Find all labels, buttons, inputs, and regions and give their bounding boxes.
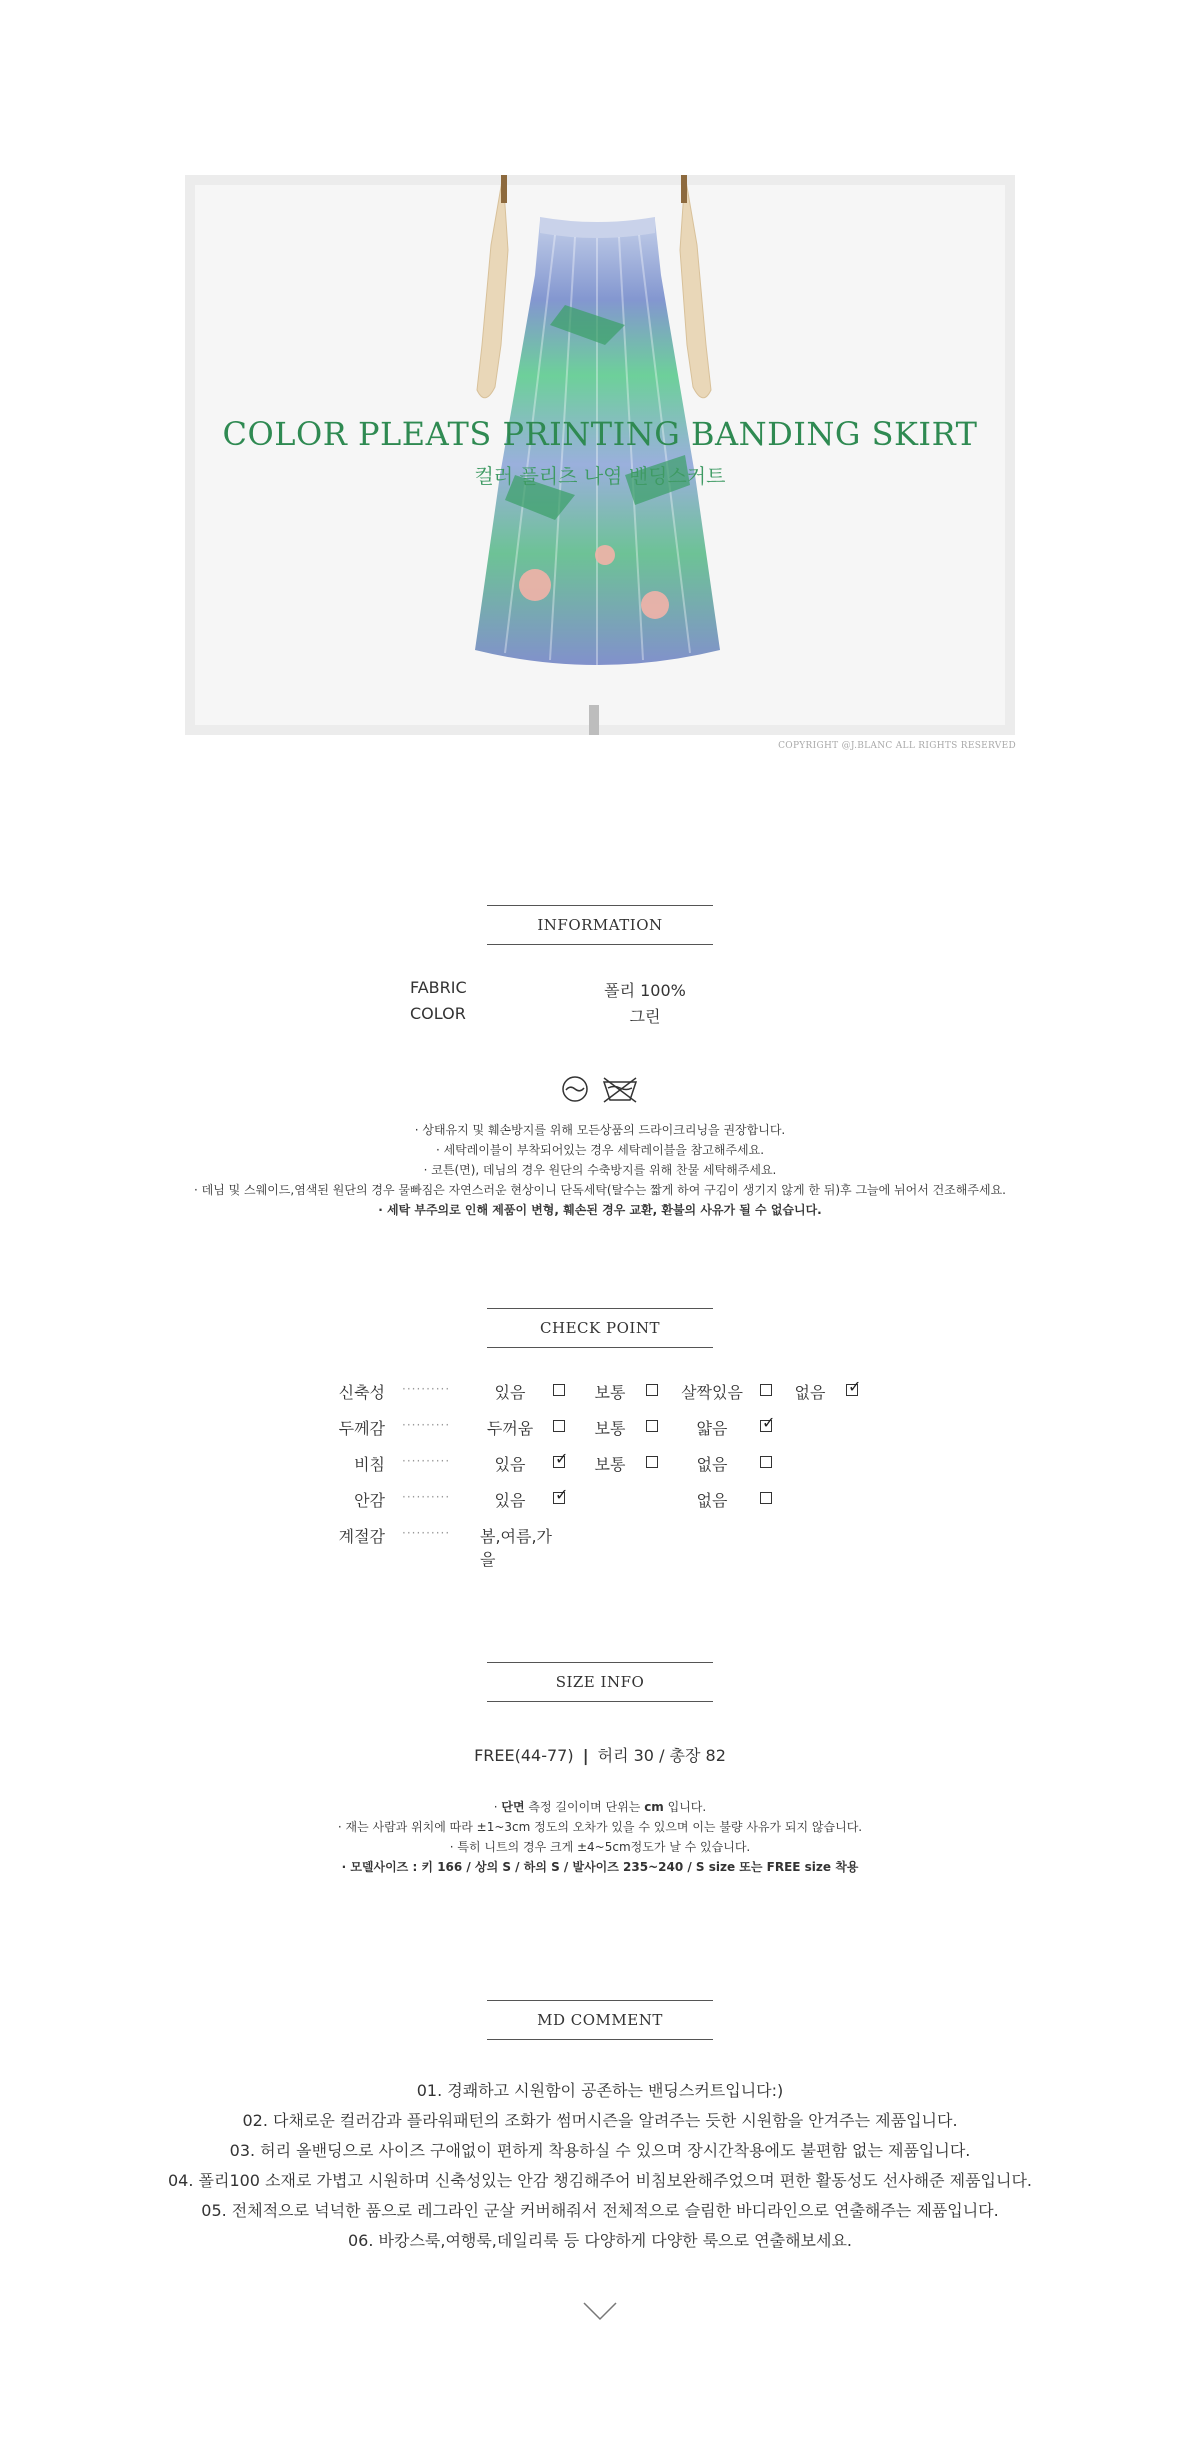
hero-image (185, 175, 1015, 735)
size-note-1 (0, 1797, 1200, 1817)
md-line-5: 05. 전체적으로 넉넉한 품으로 레그라인 군살 커버해줘서 전체적으로 슬림한 바디라인으로 연출해주는 제품입니다. (201, 2201, 999, 2220)
model-size-note: · 모델사이즈 : 키 166 / 상의 S / 하의 S / 발사이즈 235~240 / S size 또는 FREE size 착용 (341, 1860, 859, 1874)
size-note-3: · 특히 니트의 경우 크게 ±4~5cm정도가 날 수 있습니다. (449, 1840, 751, 1854)
cp-option: 있음 (494, 1383, 526, 1402)
size-separator: | (582, 1746, 589, 1765)
skirt-illustration (185, 175, 1015, 735)
leader-dots: ·········· (402, 1382, 451, 1396)
care-warning: · 세탁 부주의로 인해 제품이 변형, 훼손된 경우 교환, 환불의 사유가 될 수 없습니다. (378, 1203, 822, 1217)
section-header-md-comment (487, 2000, 713, 2040)
md-line-6: 06. 바캉스룩,여행룩,데일리룩 등 다양하게 다양한 룩으로 연출해보세요. (348, 2231, 852, 2250)
md-line-4: 04. 폴리100 소재로 가볍고 시원하며 신축성있는 안감 챙김해주어 비침보완해주었으며 편한 활동성도 선사해준 제품입니다. (168, 2171, 1032, 2190)
cp-option: 살짝있음 (681, 1383, 743, 1402)
section-header-check-point (487, 1308, 713, 1348)
info-label-color: COLOR (410, 1004, 466, 1023)
copyright-text: COPYRIGHT @J.BLANC ALL RIGHTS RESERVED (778, 741, 1016, 751)
leader-dots: ·········· (402, 1418, 451, 1432)
section-header-information (487, 905, 713, 945)
cp-option: 얇음 (696, 1419, 728, 1438)
note-bold: 단면 (501, 1800, 525, 1814)
care-note-2: · 세탁레이블이 부착되어있는 경우 세탁레이블을 참고해주세요. (435, 1143, 765, 1157)
leader-dots: ·········· (402, 1454, 451, 1468)
cp-option: 없음 (794, 1383, 826, 1402)
cp-season-value: 봄,여름,가을 (480, 1527, 552, 1569)
leader-dots: ·········· (402, 1526, 451, 1540)
care-note-3: · 코튼(면), 데님의 경우 원단의 수축방지를 위해 찬물 세탁해주세요. (423, 1163, 777, 1177)
size-label: FREE(44-77) (474, 1746, 574, 1765)
note-text: 측정 길이이며 단위는 (524, 1800, 645, 1814)
cp-option: 보통 (594, 1455, 626, 1474)
care-note-4: · 데님 및 스웨이드,염색된 원단의 경우 물빠짐은 자연스러운 현상이니 단독세탁(탈수는 짧게 하여 구김이 생기지 않게 한 뒤)후 그늘에 뉘어서 건조해주세요. (194, 1183, 1006, 1197)
section-title: CHECK POINT (540, 1319, 660, 1337)
note-lead: · (493, 1800, 502, 1814)
no-tumble-dry-icon (600, 1074, 640, 1104)
md-line-1: 01. 경쾌하고 시원함이 공존하는 밴딩스커트입니다:) (416, 2081, 784, 2100)
size-note-2: · 재는 사람과 위치에 따라 ±1~3cm 정도의 오차가 있을 수 있으며 이는 불량 사유가 되지 않습니다. (337, 1820, 863, 1834)
checkbox-checked: ✓ (762, 1413, 776, 1432)
checkbox (760, 1456, 772, 1468)
care-note-1: · 상태유지 및 훼손방지를 위해 모든상품의 드라이크리닝을 권장합니다. (414, 1123, 786, 1137)
checkbox-checked: ✓ (848, 1377, 862, 1396)
size-measure: 허리 30 / 총장 82 (597, 1746, 726, 1765)
checkbox (760, 1492, 772, 1504)
leader-dots: ·········· (402, 1490, 451, 1504)
cp-label-lining: 안감 (354, 1491, 385, 1510)
checkbox-checked: ✓ (555, 1449, 569, 1468)
cp-label-sheer: 비침 (354, 1455, 385, 1474)
note-unit: cm (644, 1800, 664, 1814)
hand-wash-icon (560, 1074, 590, 1104)
cp-option: 있음 (494, 1491, 526, 1510)
checkbox-checked: ✓ (555, 1485, 569, 1504)
info-value-fabric: 폴리 100% (604, 981, 686, 1000)
checkbox (760, 1384, 772, 1396)
checkbox (553, 1384, 565, 1396)
section-header-size-info (487, 1662, 713, 1702)
checkbox (646, 1456, 658, 1468)
cp-label-season: 계절감 (338, 1527, 385, 1546)
cp-option: 두꺼움 (486, 1419, 534, 1438)
product-title: COLOR PLEATS PRINTING BANDING SKIRT (222, 415, 978, 453)
cp-option: 보통 (594, 1383, 626, 1402)
info-value-color: 그린 (629, 1007, 661, 1026)
note-tail: 입니다. (663, 1800, 707, 1814)
cp-label-thickness: 두께감 (338, 1419, 385, 1438)
info-label-fabric: FABRIC (410, 978, 467, 997)
section-title: SIZE INFO (555, 1673, 645, 1691)
cp-option: 없음 (696, 1491, 728, 1510)
cp-label-stretch: 신축성 (338, 1383, 385, 1402)
section-title: INFORMATION (537, 916, 663, 934)
md-line-2: 02. 다채로운 컬러감과 플라워패턴의 조화가 썸머시즌을 알려주는 듯한 시원함을 안겨주는 제품입니다. (242, 2111, 958, 2130)
checkbox (646, 1420, 658, 1432)
section-title: MD COMMENT (537, 2011, 663, 2029)
cp-option: 보통 (594, 1419, 626, 1438)
product-subtitle: 컬러 플리츠 나염 밴딩스커트 (474, 464, 726, 488)
md-line-3: 03. 허리 올밴딩으로 사이즈 구애없이 편하게 착용하실 수 있으며 장시간착용에도 불편함 없는 제품입니다. (229, 2141, 971, 2160)
cp-option: 없음 (696, 1455, 728, 1474)
chevron-down-icon (582, 2300, 618, 2322)
size-line (0, 1743, 1200, 1766)
checkbox (646, 1384, 658, 1396)
checkbox (553, 1420, 565, 1432)
cp-option: 있음 (494, 1455, 526, 1474)
